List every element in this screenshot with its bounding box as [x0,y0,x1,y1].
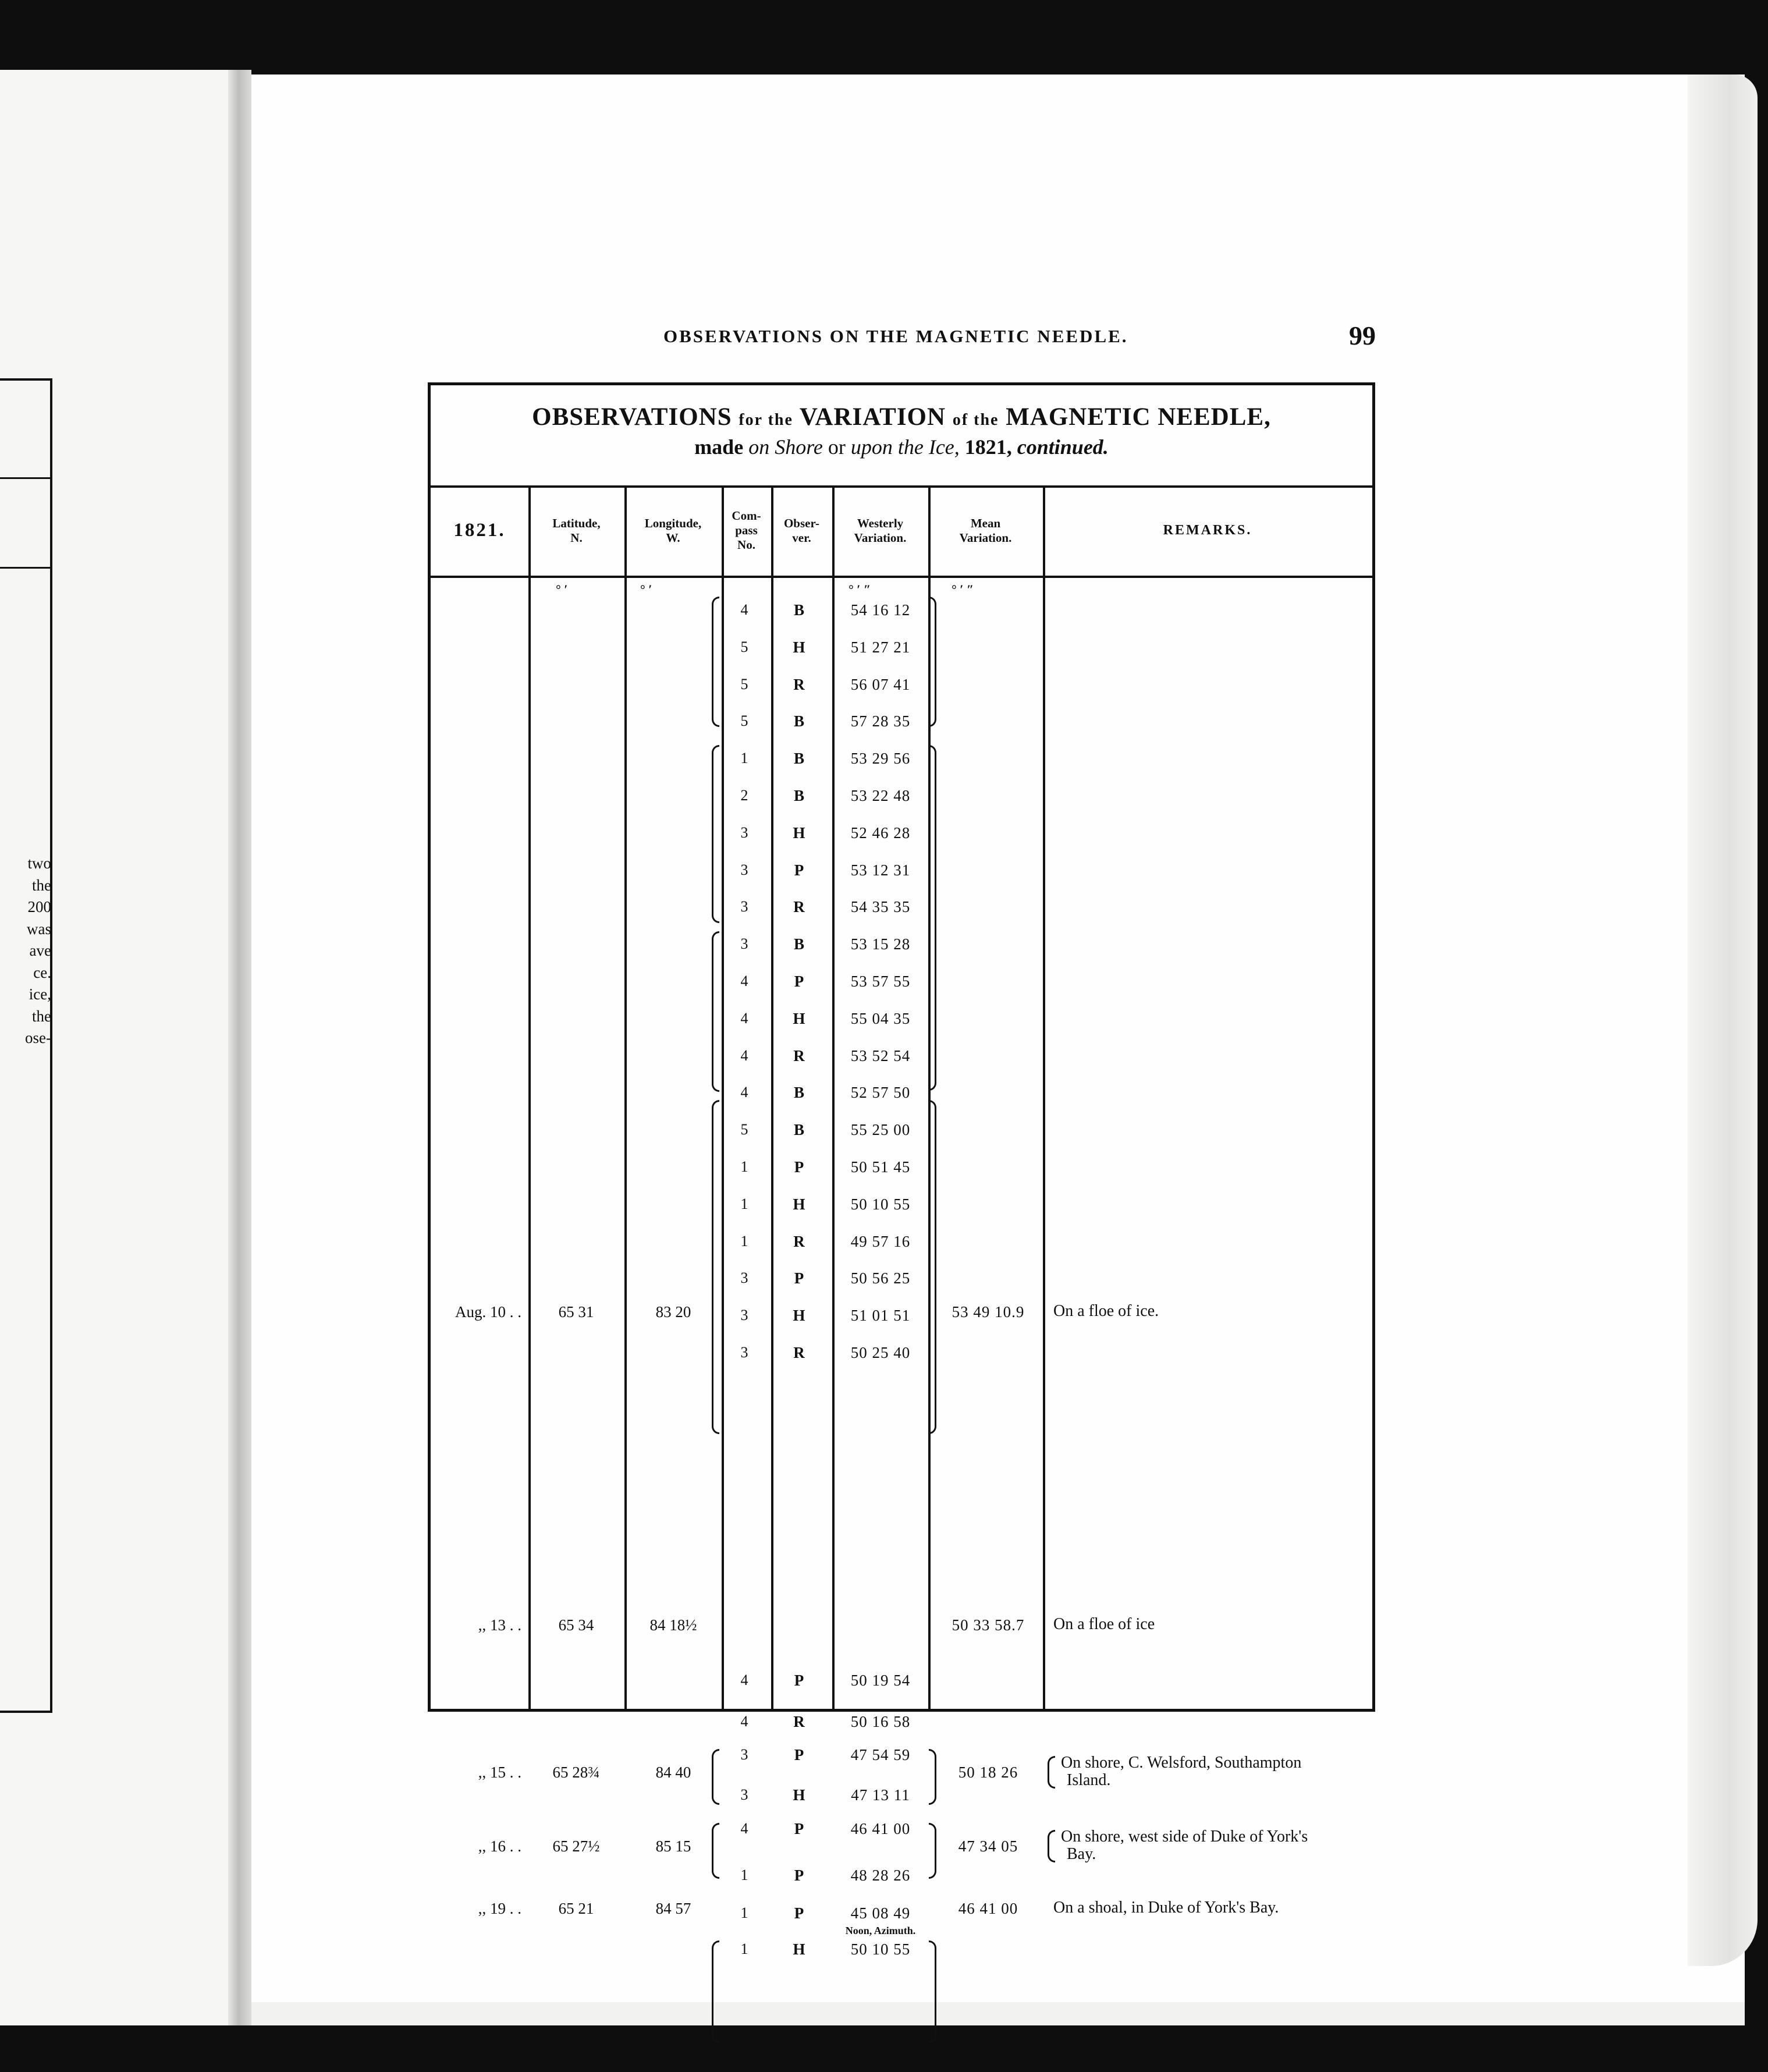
compass-number: 1 [740,1867,748,1883]
page-bottom-edge [249,2002,1745,2025]
westerly-variation-value: 48 28 26 [850,1867,911,1884]
westerly-variation-value: 50 25 40 [850,1344,911,1361]
observer-initial: R [793,1232,805,1250]
observer-initial: H [793,1307,805,1325]
compass-number: 3 [740,1746,748,1763]
observer-initial: B [793,712,804,730]
westerly-variation-value: 45 08 49 [850,1904,911,1922]
westerly-variation-value: 53 12 31 [850,861,911,879]
westerly-variation-value: 50 51 45 [850,1158,911,1176]
westerly-variation-value: 52 46 28 [850,824,911,842]
left-page-text-fragment [0,853,51,1049]
compass-number: 3 [740,1307,748,1324]
observer-initial: H [793,1195,805,1213]
column-divider [1043,485,1045,1709]
subtitle-word: continued. [1017,435,1109,459]
group-latitude: 65 34 [558,1616,594,1634]
westerly-variation-value: 51 27 21 [850,638,911,656]
observer-initial: B [793,1121,804,1139]
subtitle-word: made [694,435,744,459]
header-line: N. [570,530,583,545]
subtitle-word: upon the Ice, [850,435,960,459]
observer-initial: H [793,1009,805,1027]
page-edge [1688,74,1758,1966]
group-date: ,, 15 . . [478,1764,521,1781]
compass-number: 4 [740,1820,748,1837]
column-header-year: 1821. [453,520,506,541]
westerly-variation-value: 53 52 54 [850,1046,911,1065]
group-brace [712,1940,719,2043]
left-page-rule [0,477,50,479]
compass-number: 1 [740,1158,748,1175]
group-longitude: 83 20 [655,1303,691,1321]
left-page-text-line: two [27,854,51,872]
westerly-variation-value: 53 29 56 [850,750,911,768]
units-westerly: ° ′ ″ [849,582,871,597]
observer-initial: P [794,1746,804,1764]
subtitle-word: 1821, [964,435,1012,459]
westerly-variation-value: 56 07 41 [850,675,911,693]
westerly-variation-value: 53 15 28 [850,935,911,953]
compass-number: 5 [740,638,748,655]
compass-number: 5 [740,675,748,693]
title-word: MAGNETIC NEEDLE, [1006,403,1271,431]
remark-brace [1048,1830,1055,1862]
westerly-variation-value: 50 16 58 [850,1713,911,1730]
observer-initial: P [794,1269,804,1287]
header-rule [431,576,1372,578]
observer-initial: H [793,824,805,842]
group-remark-continuation: Island. [1067,1771,1111,1789]
left-page-text-line: ce. [33,963,51,981]
compass-number: 3 [740,1269,748,1287]
column-header-observer [771,485,832,576]
group-brace [712,1823,719,1879]
group-brace [929,1823,936,1879]
units-latitude: ° ′ [556,582,568,597]
westerly-variation-value: 54 35 35 [850,898,911,916]
group-remark: On a shoal, in Duke of York's Bay. [1053,1899,1279,1917]
remark-brace [1048,1756,1055,1789]
compass-number: 3 [740,1786,748,1803]
group-date: Aug. 10 . . [455,1303,521,1321]
table-title [431,385,1372,485]
title-word: of the [952,411,999,429]
observer-initial: B [793,1084,804,1102]
westerly-variation-value: 47 54 59 [850,1746,911,1764]
header-line: ver. [792,530,811,545]
header-line: Mean [970,516,1001,530]
observer-initial: H [793,1940,805,1958]
observer-initial: R [793,1046,805,1065]
left-page-text-line: 200 [27,898,51,916]
group-latitude: 65 21 [558,1900,594,1917]
column-divider [624,485,627,1709]
westerly-variation-value: 49 57 16 [850,1232,911,1250]
group-remark-continuation: Bay. [1067,1845,1096,1863]
westerly-variation-value: 50 10 55 [850,1195,911,1213]
group-longitude: 85 15 [655,1837,691,1855]
observer-initial: B [793,750,804,768]
column-header-mean-variation [928,485,1043,576]
westerly-variation-value: 52 57 50 [850,1084,911,1102]
westerly-variation-value: 54 16 12 [850,601,911,619]
header-line: Variation. [854,530,907,545]
observer-initial: R [793,898,805,916]
title-word: for the [739,411,793,429]
observer-initial: B [793,601,804,619]
group-longitude: 84 57 [655,1900,691,1917]
left-page-text-line: ice, [29,985,51,1003]
column-header-remarks: REMARKS. [1163,523,1252,538]
column-header-longitude [624,485,722,576]
group-mean-variation: 53 49 10.9 [952,1303,1025,1321]
compass-number: 2 [740,787,748,804]
group-longitude: 84 18½ [649,1616,697,1634]
westerly-variation-value: 53 22 48 [850,787,911,804]
group-latitude: 65 31 [558,1303,594,1321]
units-longitude: ° ′ [640,582,652,597]
observer-initial: P [794,1158,804,1176]
column-header-latitude [528,485,624,576]
group-brace [712,597,719,727]
group-latitude: 65 28¾ [552,1764,600,1781]
group-brace [929,1749,936,1805]
observer-initial: P [794,973,804,990]
left-page-text-line: the [32,876,51,894]
compass-number: 4 [740,973,748,989]
westerly-variation-value: 55 04 35 [850,1009,911,1027]
group-date: ,, 16 . . [478,1837,521,1855]
compass-number: 5 [740,1121,748,1138]
column-divider [722,485,724,1709]
compass-number: 3 [740,861,748,878]
group-date: ,, 13 . . [478,1616,521,1634]
group-remark: On a floe of ice [1053,1615,1155,1633]
observations-table [428,382,1375,1958]
left-page-text-line: was [27,920,51,938]
westerly-variation-value: 57 28 35 [850,712,911,730]
observer-initial: P [794,1672,804,1689]
header-line: Latitude, [552,516,601,530]
compass-number: 1 [740,750,748,767]
group-brace [929,597,936,727]
header-line: No. [737,538,755,552]
group-brace [929,1940,936,2043]
compass-number: 3 [740,1344,748,1361]
book-gutter [228,70,251,2025]
header-line: Obser- [783,516,820,530]
westerly-variation-value: 50 10 55 [850,1940,911,1958]
table-title-main [431,403,1372,431]
westerly-variation-value: 47 13 11 [851,1786,910,1804]
compass-number: 4 [740,601,748,618]
westerly-variation-value: 53 57 55 [850,973,911,990]
group-remark: On shore, C. Welsford, Southampton [1061,1754,1302,1772]
left-page-rule [0,567,50,569]
column-header-westerly-variation [832,485,928,576]
observer-initial: R [793,1344,805,1361]
group-mean-variation: 50 18 26 [958,1764,1018,1781]
observer-initial: B [793,935,804,953]
title-word: VARIATION [799,403,946,431]
group-remark: On a floe of ice. [1053,1302,1159,1320]
compass-number: 5 [740,712,748,730]
header-line: Com- [732,509,761,523]
compass-number: 4 [740,1046,748,1064]
group-mean-variation: 47 34 05 [958,1837,1018,1855]
noon-azimuth-note: Noon, Azimuth. [845,1925,916,1936]
title-word: OBSERVATIONS [532,403,732,431]
compass-number: 1 [740,1940,748,1957]
left-page-text-line: the [32,1007,51,1025]
compass-number: 4 [740,1009,748,1027]
compass-number: 4 [740,1672,748,1688]
units-mean: ° ′ ″ [952,582,974,597]
observer-initial: H [793,638,805,656]
group-brace [712,745,719,923]
compass-number: 4 [740,1713,748,1730]
header-line: Variation. [959,530,1012,545]
compass-number: 4 [740,1084,748,1101]
column-divider [771,485,773,1709]
westerly-variation-value: 51 01 51 [850,1307,911,1325]
group-latitude: 65 27½ [552,1837,600,1855]
compass-number: 1 [740,1195,748,1212]
subtitle-word: on Shore [748,435,823,459]
observer-initial: P [794,1867,804,1884]
group-brace [929,1100,936,1434]
group-date: ,, 19 . . [478,1900,521,1917]
left-page-text-line: ave [29,942,51,959]
column-header-compass [722,485,771,576]
header-line: W. [666,530,680,545]
observer-initial: B [793,787,804,804]
westerly-variation-value: 46 41 00 [850,1820,911,1837]
table-subtitle [431,435,1372,459]
observer-initial: P [794,1820,804,1837]
group-mean-variation: 46 41 00 [958,1900,1018,1917]
observer-initial: P [794,1904,804,1922]
header-line: Westerly [857,516,904,530]
left-page-text-line: ose- [25,1029,51,1046]
compass-number: 1 [740,1904,748,1921]
group-remark: On shore, west side of Duke of York's [1061,1828,1308,1846]
group-brace [712,931,719,1092]
compass-number: 1 [740,1232,748,1250]
westerly-variation-value: 55 25 00 [850,1121,911,1139]
header-line: pass [735,523,758,537]
group-brace [712,1100,719,1434]
running-title: OBSERVATIONS ON THE MAGNETIC NEEDLE. [663,326,1128,346]
column-divider [832,485,835,1709]
group-brace [929,745,936,1091]
group-mean-variation: 50 33 58.7 [952,1616,1025,1634]
observer-initial: R [793,675,805,693]
compass-number: 3 [740,898,748,916]
group-brace [712,1749,719,1805]
page-number: 99 [1349,321,1376,350]
westerly-variation-value: 50 56 25 [850,1269,911,1287]
observer-initial: P [794,861,804,879]
compass-number: 3 [740,824,748,841]
subtitle-word: or [828,435,846,459]
compass-number: 3 [740,935,748,953]
group-longitude: 84 40 [655,1764,691,1781]
westerly-variation-value: 50 19 54 [850,1672,911,1689]
column-divider [528,485,531,1709]
header-line: Longitude, [644,516,702,530]
observer-initial: H [793,1786,805,1804]
observer-initial: R [793,1713,805,1730]
